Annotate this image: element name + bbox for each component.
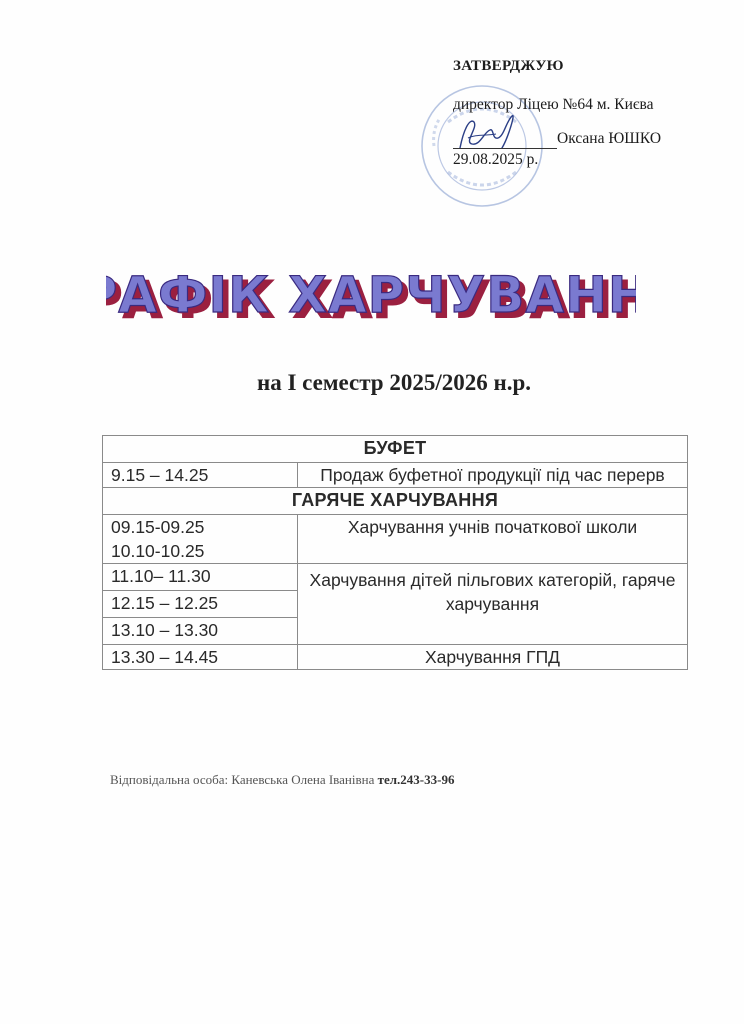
time-cell: 13.10 – 13.30: [103, 618, 298, 645]
section-heading-row: [103, 488, 688, 515]
time-cell: 13.30 – 14.45: [103, 645, 298, 670]
approval-date: 29.08.2025 р.: [453, 151, 539, 168]
title-text: АФІК ХАРЧУВАНН: [118, 266, 636, 324]
time-cell: 11.10– 11.30: [103, 564, 298, 591]
approval-position: директор Ліцею №64 м. Києва: [453, 96, 654, 113]
table-row: [103, 463, 688, 488]
time-slot: 09.15-09.25: [111, 517, 205, 537]
time-cell: 12.15 – 12.25: [103, 591, 298, 618]
time-slot: 10.10-10.25: [111, 541, 205, 561]
approval-name: Оксана ЮШКО: [557, 130, 662, 147]
page-title: [106, 266, 636, 328]
time-slot: 9.15 – 14.25: [111, 465, 209, 485]
description-cell: Харчування дітей пільгових категорій, гаряче харчування: [298, 564, 688, 645]
section-heading: БУФЕТ: [103, 436, 688, 463]
responsible-person: [110, 772, 454, 788]
signature-underline: [453, 132, 557, 149]
description-cell: Харчування учнів початкової школи: [298, 515, 688, 564]
section-heading-row: [103, 436, 688, 463]
schedule-table: [102, 435, 688, 670]
time-cell: [103, 463, 298, 488]
time-cell: [103, 515, 298, 564]
description-cell: Продаж буфетної продукції під час перерв: [298, 463, 688, 488]
description-cell: Харчування ГПД: [298, 645, 688, 670]
responsible-label: Відповідальна особа: Каневська Олена Іванівна: [110, 772, 375, 787]
responsible-phone: тел.243-33-96: [377, 772, 455, 787]
table-row: [103, 645, 688, 670]
approval-heading: ЗАТВЕРДЖУЮ: [453, 58, 564, 74]
page-subtitle: на І семестр 2025/2026 н.р.: [256, 370, 532, 395]
approval-block: [453, 56, 713, 170]
table-row: [103, 564, 688, 591]
title-wordart: [106, 266, 636, 328]
table-row: [103, 515, 688, 564]
signature-line: [453, 128, 713, 149]
section-heading: ГАРЯЧЕ ХАРЧУВАННЯ: [103, 488, 688, 515]
title-shadow: АФІК ХАРЧУВАНН: [123, 271, 636, 328]
